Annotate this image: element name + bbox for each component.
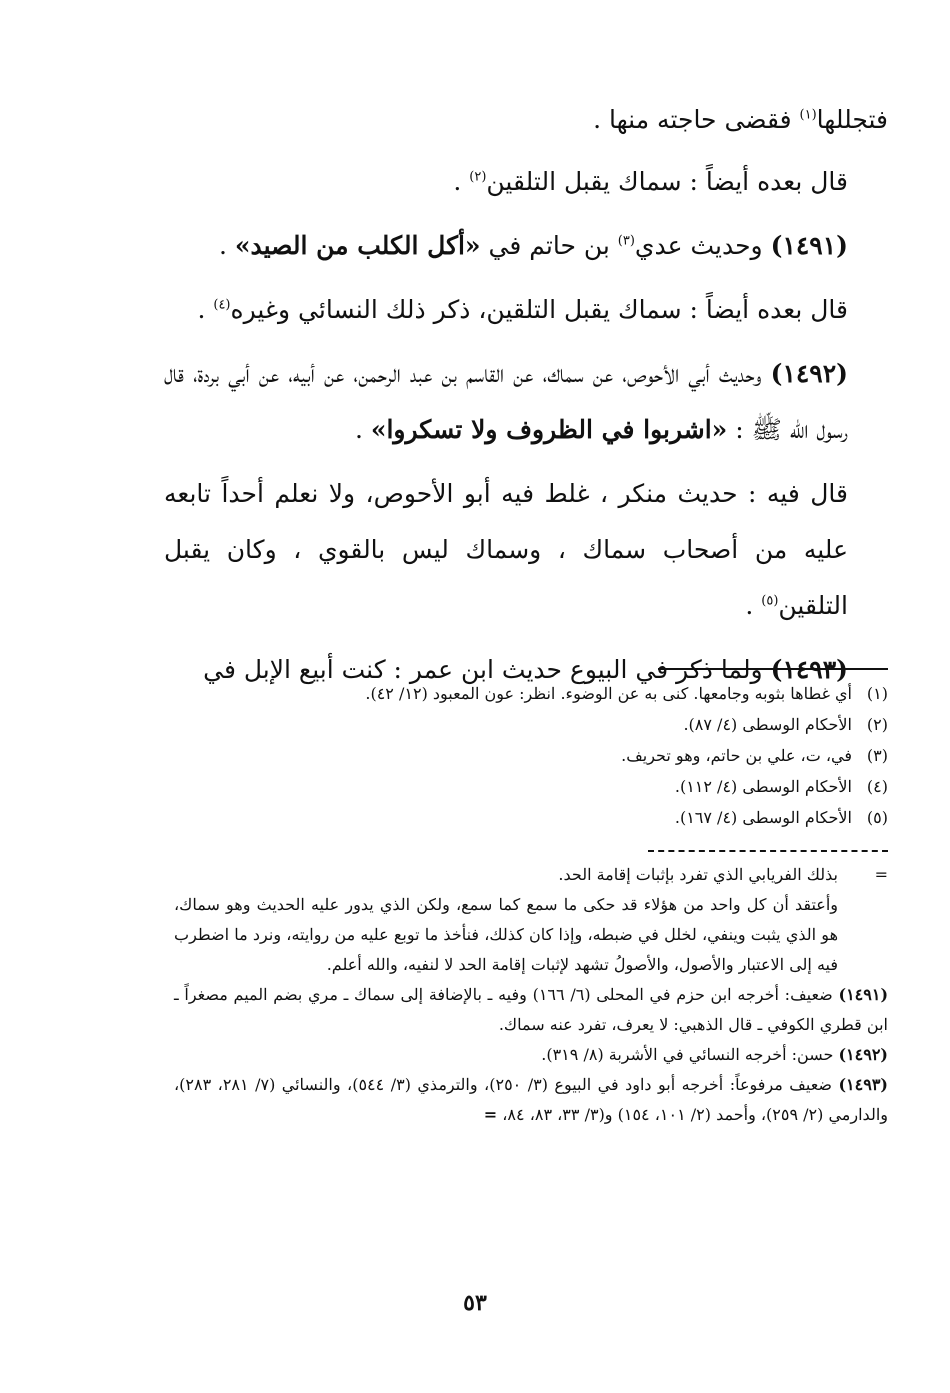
takhrij-1493 <box>174 1070 888 1130</box>
text: . <box>218 231 235 260</box>
commentary-line: بذلك الفريابي الذي تفرد بإثبات إقامة الحد. <box>558 865 838 884</box>
continued-note <box>174 860 888 980</box>
hadith-number: (١٤٩١) <box>838 985 889 1004</box>
footnote-text: الأحكام الوسطى (٤/ ٨٧). <box>683 715 852 734</box>
text: . <box>453 167 470 196</box>
text: وحديث أبي الأحوص، عن سماك، عن القاسم بن عبد الرحمن، عن أبيه، عن أبي بردة، قال رسول الله ﷺ : <box>164 359 848 444</box>
footnote-number: (٣) <box>866 746 888 765</box>
takhrij-1492 <box>174 1040 888 1070</box>
footnote-ref[interactable]: (٥) <box>761 593 779 609</box>
text: بن حاتم في <box>480 231 618 260</box>
hadith-quote: «اشربوا في الظروف ولا تسكروا» <box>370 415 728 444</box>
hadith-number: (١٤٩٢) <box>770 359 848 388</box>
continuation-mark: = <box>483 1105 498 1124</box>
text: قال بعده أيضاً : سماك يقبل التلقين، ذكر ذلك النسائي وغيره <box>230 295 848 324</box>
footnote-number: (١) <box>866 684 888 703</box>
footnote-5 <box>168 802 888 833</box>
hadith-number: (١٤٩٣) <box>770 655 848 684</box>
hadith-number: (١٤٩١) <box>770 231 848 260</box>
main-text-body <box>164 92 888 706</box>
paragraph-6 <box>164 466 888 634</box>
text: قال بعده أيضاً : سماك يقبل التلقين <box>486 167 848 196</box>
hadith-quote: «أكل الكلب من الصيد» <box>234 231 481 260</box>
page-number: ٥٣ <box>463 1290 487 1316</box>
footnote-ref[interactable]: (٣) <box>617 233 635 249</box>
takhrij-text: ضعيف: أخرجه ابن حزم في المحلى (٦/ ١٦٦) وفيه ـ بالإضافة إلى سماك ـ مري بضم الميم مصغراً ـ ابن قطري الكوفي ـ قال الذهبي: لا يعرف، تفرد عنه سماك. <box>174 985 888 1034</box>
footnote-2 <box>168 709 888 740</box>
hadith-1491 <box>164 218 888 274</box>
text: فقضى حاجته منها . <box>593 105 800 134</box>
text: فتجللها <box>816 105 888 134</box>
footnote-text: الأحكام الوسطى (٤/ ١١٢). <box>674 777 852 796</box>
paragraph-2 <box>164 154 888 210</box>
footnote-text: أي غطاها بثوبه وجامعها. كنى به عن الوضوء. انظر: عون المعبود (١٢/ ٤٢). <box>365 684 852 703</box>
footnote-3 <box>168 740 888 771</box>
footnote-number: (٤) <box>866 777 888 796</box>
text: ولما ذكر في البيوع حديث ابن عمر : كنت أبيع الإبل في <box>203 655 771 684</box>
hadith-1492 <box>164 346 888 458</box>
footnote-number: (٥) <box>866 808 888 827</box>
footnote-ref[interactable]: (٤) <box>213 297 231 313</box>
text: وحديث عدي <box>634 231 771 260</box>
text: . <box>354 415 371 444</box>
footnote-ref[interactable]: (١) <box>799 107 817 123</box>
footnote-4 <box>168 771 888 802</box>
footnote-number: (٢) <box>866 715 888 734</box>
commentary-notes <box>174 860 888 1130</box>
hadith-number: (١٤٩٣) <box>838 1075 888 1094</box>
text: . <box>745 591 762 620</box>
takhrij-text: ضعيف مرفوعاً: أخرجه أبو داود في البيوع (٣/ ٢٥٠)، والترمذي (٣/ ٥٤٤)، والنسائي (٧/ ٢٨١، ٢٨٣)، والدارمي (٢/ ٢٥٩)، وأحمد (٢/ ١٠١، ١٥٤) و(٣/ ٣٣، ٨٣، ٨٤، <box>174 1075 888 1124</box>
takhrij-1491 <box>174 980 888 1040</box>
footnote-ref[interactable]: (٢) <box>469 169 487 185</box>
footnote-text: في، ت، علي بن حاتم، وهو تحريف. <box>621 746 852 765</box>
footnote-separator <box>658 668 888 670</box>
paragraph-4 <box>164 282 888 338</box>
takhrij-text: حسن: أخرجه النسائي في الأشربة (٨/ ٣١٩). <box>541 1045 839 1064</box>
text: . <box>197 295 214 324</box>
footnote-text: الأحكام الوسطى (٤/ ١٦٧). <box>674 808 852 827</box>
paragraph-1 <box>164 92 888 148</box>
footnote-1 <box>168 678 888 709</box>
footnotes <box>168 678 888 833</box>
commentary-separator <box>648 850 888 852</box>
commentary-paragraph: وأعتقد أن كل واحد من هؤلاء قد حكى ما سمع كما سمع، ولكن الذي يدور عليه الحديث وهو سماك، هو الذي يثبت وينفي، لخلل في ضبطه، وإذا كان كذلك، فنأخذ ما توبع عليه من روايته، ونرد ما اضطرب فيه إلى الاعتبار والأصول، والأصولُ تشهد لإثبات إقامة الحد لا لنفيه، والله أعلم. <box>174 895 838 974</box>
text: قال فيه : حديث منكر ، غلط فيه أبو الأحوص، ولا نعلم أحداً تابعه عليه من أصحاب سماك ، وسماك ليس بالقوي ، وكان يقبل التلقين <box>164 479 848 620</box>
continuation-mark: = <box>874 865 888 884</box>
hadith-number: (١٤٩٢) <box>838 1045 888 1064</box>
